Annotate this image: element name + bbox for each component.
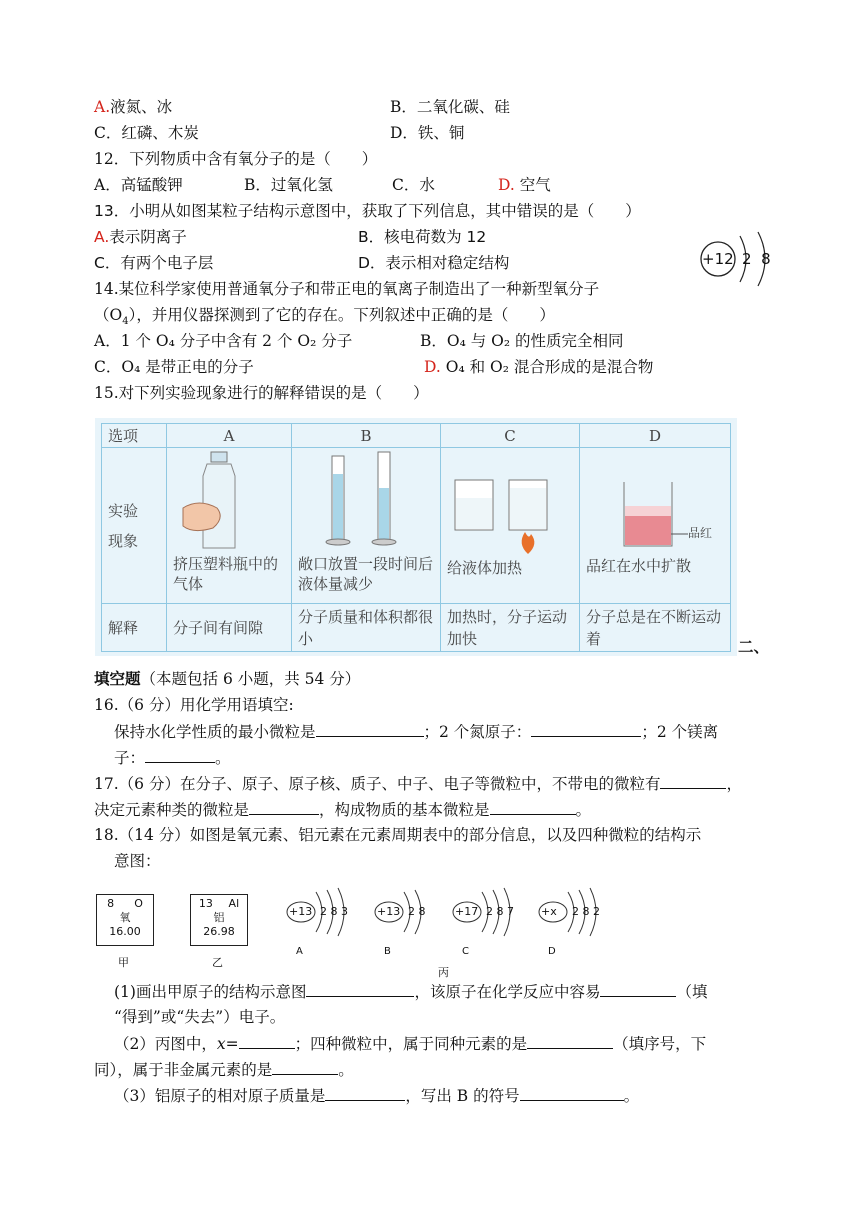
row-explanation-label: 解释 bbox=[102, 604, 167, 652]
plastic-bottle-icon bbox=[173, 450, 273, 550]
q13-stem: 13．小明从如图某粒子结构示意图中，获取了下列信息，其中错误的是（ ） bbox=[94, 202, 641, 220]
shell-electrons: 2 8 2 bbox=[572, 905, 600, 918]
header-d: D bbox=[580, 424, 731, 448]
q14-option-b: B．O₄ 与 O₂ 的性质完全相同 bbox=[420, 332, 624, 350]
cell-phenomenon-c bbox=[441, 448, 580, 604]
phenomenon-d-text: 品红在水中扩散 bbox=[586, 557, 692, 575]
option-d: D．铁、铜 bbox=[390, 124, 465, 142]
q14-stem-line2: $(O_4)$，并用仪器探测到了它的存在。下列叙述中正确的是（ ） bbox=[94, 306, 555, 328]
answer-blank[interactable] bbox=[272, 1058, 338, 1075]
section-number: 二、 bbox=[738, 637, 770, 656]
graduated-cylinders-icon bbox=[298, 450, 418, 550]
option-b: B．二氧化碳、硅 bbox=[390, 98, 510, 116]
particle-diagram-d bbox=[534, 880, 620, 960]
answer-blank[interactable] bbox=[145, 746, 215, 763]
header-c: C bbox=[441, 424, 580, 448]
q18-stem-line1: 18.（14 分）如图是氧元素、铝元素在元素周期表中的部分信息，以及四种微粒的结构示 bbox=[94, 826, 702, 844]
explanation-c: 加热时，分子运动加快 bbox=[441, 604, 580, 652]
cell-phenomenon-a bbox=[167, 448, 292, 604]
answer-blank[interactable] bbox=[239, 1032, 295, 1049]
answer-blank[interactable] bbox=[325, 1084, 405, 1101]
q14-option-a: A．1 个 O₄ 分子中含有 2 个 O₂ 分子 bbox=[94, 332, 353, 350]
particle-diagram-a bbox=[282, 880, 368, 960]
q13-atom-diagram bbox=[696, 226, 776, 292]
phenomenon-c-text: 给液体加热 bbox=[447, 559, 523, 577]
label-bing: 丙 bbox=[438, 966, 449, 979]
q13-option-d: D．表示相对稳定结构 bbox=[358, 254, 510, 272]
q14-option-d: D. O₄ 和 O₂ 混合形成的是混合物 bbox=[424, 358, 654, 376]
element-cell-aluminum: 13 Al 铝 26.98 bbox=[190, 894, 248, 946]
explanation-a: 分子间有间隙 bbox=[167, 604, 292, 652]
header-option: 选项 bbox=[102, 424, 167, 448]
heated-beakers-icon bbox=[447, 450, 559, 560]
answer-blank[interactable] bbox=[660, 772, 726, 789]
nucleus-label: +x bbox=[541, 905, 557, 918]
q15-stem: 15.对下列实验现象进行的解释错误的是（ ） bbox=[94, 384, 429, 402]
phenomenon-a-text: 挤压塑料瓶中的气体 bbox=[173, 555, 279, 593]
particle-label: B bbox=[384, 946, 391, 957]
option-c: C．红磷、木炭 bbox=[94, 124, 199, 142]
q17-line2: 决定元素种类的微粒是 ，构成物质的基本微粒是 。 bbox=[94, 798, 591, 821]
pinhong-label: 品红 bbox=[688, 526, 713, 540]
shell-electrons: 2 8 3 bbox=[320, 905, 348, 918]
particle-label: A bbox=[296, 946, 303, 957]
label-jia: 甲 bbox=[118, 956, 129, 969]
nucleus-label: +13 bbox=[377, 905, 401, 918]
q18-part1-line2: “得到”或“失去”）电子。 bbox=[114, 1008, 286, 1026]
answer-blank[interactable] bbox=[306, 980, 414, 997]
answer-blank[interactable] bbox=[527, 1032, 613, 1049]
header-a: A bbox=[167, 424, 292, 448]
explanation-d: 分子总是在不断运动着 bbox=[580, 604, 731, 652]
answer-blank[interactable] bbox=[531, 720, 641, 737]
particle-diagram-c bbox=[448, 880, 534, 960]
label-yi: 乙 bbox=[212, 956, 223, 969]
q16-line1: 保持水化学性质的最小微粒是 ；2 个氮原子： ；2 个镁离 bbox=[114, 720, 718, 743]
shell-electrons: 2 8 bbox=[408, 905, 426, 918]
q18-part2-line1: （2）丙图中，x= ；四种微粒中，属于同种元素的是 （填序号，下 bbox=[114, 1032, 706, 1055]
q18-part3: （3）铝原子的相对原子质量是 ，写出 B 的符号 。 bbox=[114, 1084, 639, 1107]
q12-option-b: B．过氧化氢 bbox=[244, 176, 333, 194]
q16-line2: 子： 。 bbox=[114, 746, 231, 769]
q13-option-b: B．核电荷数为 12 bbox=[358, 228, 487, 246]
q12-option-a: A．高锰酸钾 bbox=[94, 176, 183, 194]
answer-blank[interactable] bbox=[600, 980, 676, 997]
nucleus-label: +17 bbox=[455, 905, 479, 918]
phenomenon-b-text: 敞口放置一段时间后液体量减少 bbox=[298, 555, 434, 593]
particle-label: C bbox=[462, 946, 469, 957]
header-b: B bbox=[292, 424, 441, 448]
cell-phenomenon-d bbox=[580, 448, 731, 604]
q13-option-a: A.表示阴离子 bbox=[94, 228, 187, 246]
q17-line1: 17.（6 分）在分子、原子、原子核、质子、中子、电子等微粒中，不带电的微粒有 ， bbox=[94, 772, 742, 795]
explanation-b: 分子质量和体积都很小 bbox=[292, 604, 441, 652]
q15-experiment-table bbox=[95, 418, 737, 656]
answer-blank[interactable] bbox=[316, 720, 424, 737]
q14-stem-line1: 14.某位科学家使用普通氧分子和带正电的氧离子制造出了一种新型氧分子 bbox=[94, 280, 600, 298]
shell-electrons: 2 8 bbox=[742, 250, 771, 268]
section-title-line: 填空题（本题包括 6 小题，共 54 分） bbox=[94, 669, 361, 688]
q12-stem: 12．下列物质中含有氧分子的是（ ） bbox=[94, 150, 378, 168]
q12-option-d: D. 空气 bbox=[498, 176, 551, 194]
particle-diagram-b bbox=[370, 880, 456, 960]
nucleus-label: +12 bbox=[702, 250, 734, 268]
element-cell-oxygen: 8 O 氧 16.00 bbox=[96, 894, 154, 946]
cell-phenomenon-b bbox=[292, 448, 441, 604]
q12-option-c: C．水 bbox=[392, 176, 435, 194]
row-phenomenon-label: 实验 现象 bbox=[102, 448, 167, 604]
nucleus-label: +13 bbox=[289, 905, 313, 918]
q18-stem-line2: 意图： bbox=[114, 852, 161, 870]
answer-blank[interactable] bbox=[520, 1084, 624, 1101]
answer-blank[interactable] bbox=[490, 798, 576, 815]
option-a: A.液氮、冰 bbox=[94, 98, 173, 116]
q18-part1-line1: (1)画出甲原子的结构示意图 ，该原子在化学反应中容易 （填 bbox=[114, 980, 708, 1003]
answer-blank[interactable] bbox=[249, 798, 319, 815]
q16-stem: 16.（6 分）用化学用语填空: bbox=[94, 696, 294, 714]
shell-electrons: 2 8 7 bbox=[486, 905, 514, 918]
q14-option-c: C．O₄ 是带正电的分子 bbox=[94, 358, 254, 376]
particle-label: D bbox=[548, 946, 556, 957]
q13-option-c: C．有两个电子层 bbox=[94, 254, 214, 272]
q18-part2-line2: 同），属于非金属元素的是 。 bbox=[94, 1058, 354, 1081]
